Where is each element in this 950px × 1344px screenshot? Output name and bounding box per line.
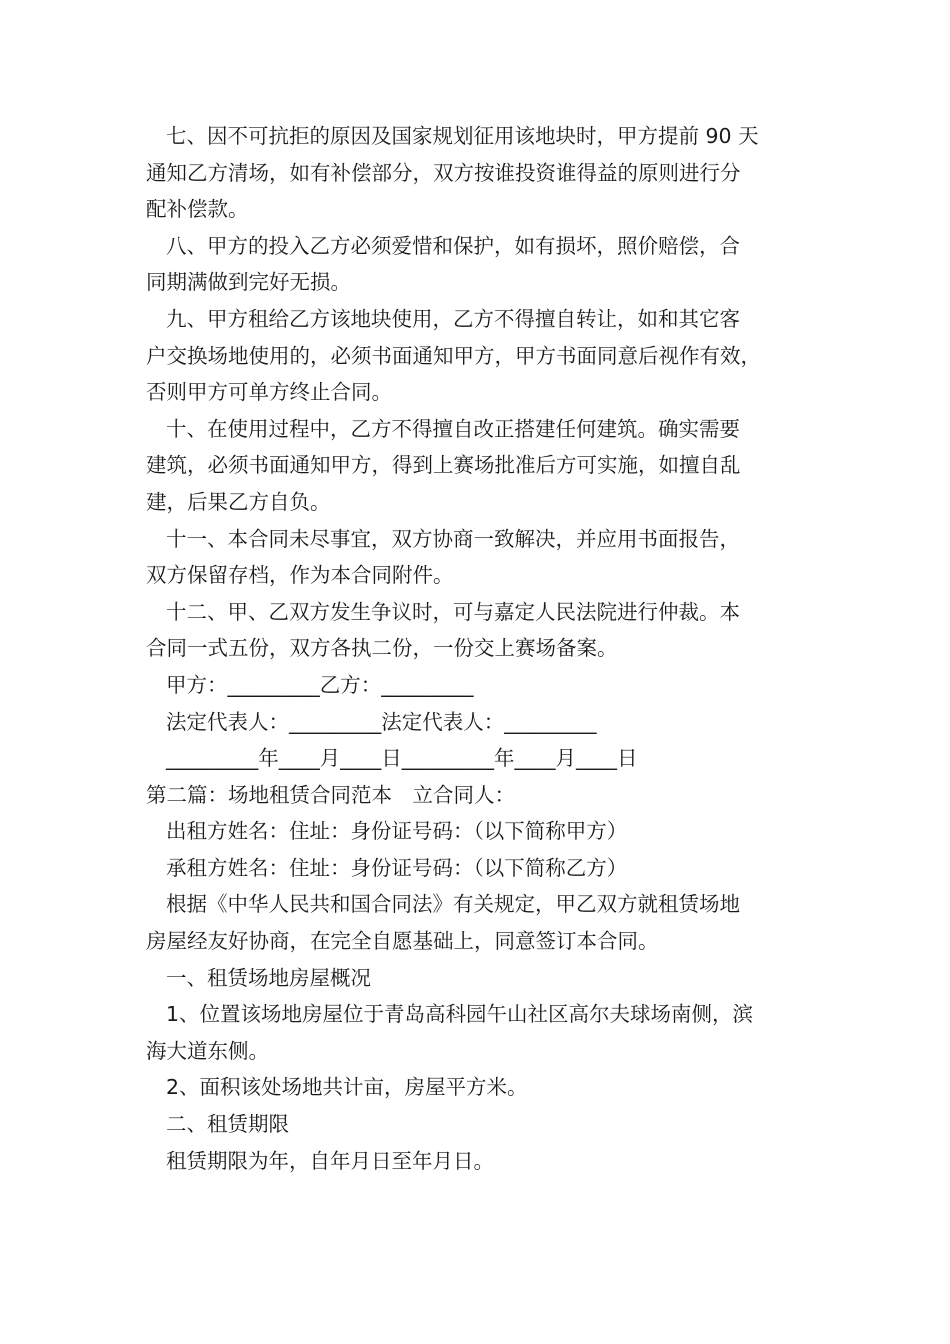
document-line: 1、位置该场地房屋位于青岛高科园午山社区高尔夫球场南侧，滨 (166, 1002, 754, 1027)
document-line: 配补偿款。 (146, 197, 249, 222)
document-line: 十、在使用过程中，乙方不得擅自改正搭建任何建筑。确实需要 (166, 416, 740, 441)
document-line: 一、租赁场地房屋概况 (166, 965, 371, 990)
document-line: 2、面积该处场地共计亩，房屋平方米。 (166, 1075, 528, 1100)
document-line: 出租方姓名：住址：身份证号码：（以下简称甲方） (166, 819, 628, 844)
document-line: 户交换场地使用的，必须书面通知甲方，甲方书面同意后视作有效， (146, 343, 761, 368)
document-line: 十一、本合同未尽事宜，双方协商一致解决，并应用书面报告， (166, 526, 740, 551)
document-line: 甲方：_________乙方：_________ (166, 672, 474, 697)
document-line: 第二篇：场地租赁合同范本 立合同人： (146, 782, 515, 807)
document-line: 建筑，必须书面通知甲方，得到上赛场批准后方可实施，如擅自乱 (146, 453, 741, 478)
document-line: 十二、甲、乙双方发生争议时，可与嘉定人民法院进行仲裁。本 (166, 599, 740, 624)
document-line: 双方保留存档，作为本合同附件。 (146, 563, 454, 588)
document-line: 七、因不可抗拒的原因及国家规划征用该地块时，甲方提前 90 天 (166, 124, 759, 148)
document-line: 通知乙方清场，如有补偿部分，双方按谁投资谁得益的原则进行分 (146, 160, 741, 185)
document-line: 租赁期限为年，自年月日至年月日。 (166, 1148, 494, 1173)
document-line: 二、租赁期限 (166, 1112, 289, 1137)
document-line: 建，后果乙方自负。 (146, 489, 331, 514)
document-line: 同期满做到完好无损。 (146, 270, 351, 295)
document-line: 海大道东侧。 (146, 1038, 269, 1063)
document-line: 承租方姓名：住址：身份证号码：（以下简称乙方） (166, 855, 628, 880)
document-line: 合同一式五份，双方各执二份，一份交上赛场备案。 (146, 636, 618, 661)
document-body (146, 118, 846, 1179)
document-line: 八、甲方的投入乙方必须爱惜和保护，如有损坏，照价赔偿，合 (166, 233, 740, 258)
document-line: _________年____月____日_________年____月____日 (166, 746, 638, 771)
document-line: 法定代表人：_________法定代表人：_________ (166, 709, 597, 734)
document-line: 根据《中华人民共和国合同法》有关规定，甲乙双方就租赁场地 (166, 892, 740, 917)
document-line: 否则甲方可单方终止合同。 (146, 380, 392, 405)
document-line: 房屋经友好协商，在完全自愿基础上，同意签订本合同。 (146, 929, 659, 954)
document-line: 九、甲方租给乙方该地块使用，乙方不得擅自转让，如和其它客 (166, 306, 740, 331)
